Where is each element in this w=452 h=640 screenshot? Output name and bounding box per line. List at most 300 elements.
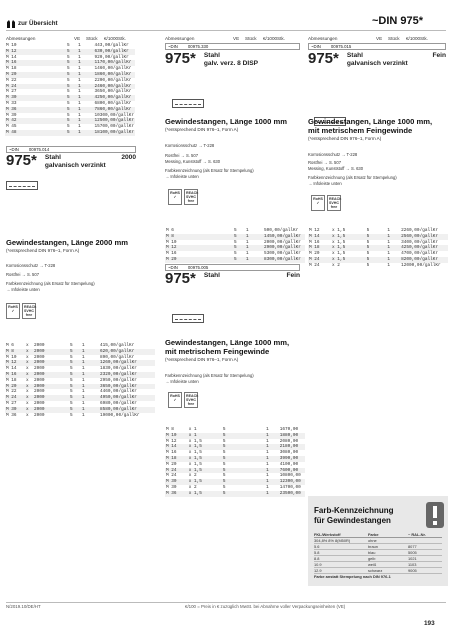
table-cell: M 20: [5, 72, 66, 78]
table-cell: 2000: [33, 360, 69, 366]
table-cell: 1170,00/gallKr: [93, 60, 135, 66]
table-cell: M 20: [5, 384, 25, 390]
table-cell: 5: [67, 66, 70, 72]
table-cell: M 20: [166, 461, 177, 467]
table-cell: 1: [265, 468, 279, 474]
table-cell: 5: [67, 124, 70, 130]
table-cell: 2000: [34, 377, 45, 383]
table-cell: 1: [387, 228, 390, 233]
table-cell: 5: [70, 400, 73, 406]
table-cell: 1: [386, 257, 400, 263]
rohs-badge: RoHS ✓: [168, 392, 182, 408]
table-cell: 1: [82, 412, 85, 418]
table-cell: M 10: [6, 354, 17, 360]
back-hands-icon: [6, 19, 16, 28]
info-row: 5.8 blau 5005: [314, 550, 442, 556]
table-cell: 5: [69, 407, 81, 413]
table-cell: 1: [246, 228, 249, 233]
table-cell: 2460,00/gallKr: [93, 84, 135, 90]
product-title: Gewindestangen, Länge 1000 mm,: [165, 338, 290, 347]
table-cell: 5: [66, 60, 77, 66]
badges: [311, 195, 341, 211]
table-cell: 8200,00/gallKr: [400, 257, 448, 263]
product-header: 975* Stahl galv. verz. 8 DISP: [165, 50, 258, 67]
badges: [168, 392, 198, 408]
table-cell: 415,00/gallKr: [100, 343, 135, 348]
table-col2-fine: [165, 427, 305, 497]
table-cell: M 30: [5, 95, 66, 101]
table-cell: x: [25, 372, 33, 378]
table-cell: M 18: [165, 456, 188, 462]
table-cell: 2200,00/gallKr: [94, 77, 132, 83]
table-cell: 5: [67, 89, 70, 95]
table-cell: 19000,00/gallKr: [100, 412, 140, 418]
table-cell: 5: [70, 354, 73, 360]
table-cell: x 1,5: [332, 239, 346, 245]
table-row: [165, 257, 305, 263]
col-header-ve: VE: [233, 36, 240, 41]
col-header-dim: Abmessungen: [308, 36, 338, 41]
table-col1: [5, 43, 135, 136]
product-header: 975* Stahl Fein: [165, 270, 300, 287]
table-cell: M 39: [6, 112, 17, 118]
table-cell: M 20: [165, 257, 233, 263]
table-cell: 1: [386, 245, 400, 251]
info-row: 304,8% 8% 8(M50R) ohne: [314, 538, 442, 544]
table-cell: M 16: [5, 60, 66, 66]
table-cell: 5: [67, 100, 70, 106]
table-cell: x: [26, 400, 29, 406]
link-corrosion[interactable]: Korrosionsschutz → T-228: [165, 143, 215, 148]
table-cell: 1: [77, 72, 93, 78]
table-cell: M 33: [6, 100, 17, 106]
table-cell: 1: [265, 456, 279, 462]
table-cell: 2000: [34, 400, 45, 406]
table-cell: 2900,00/gallKr: [263, 245, 305, 251]
link-infoleiste[interactable]: → Infoleiste unten: [165, 379, 199, 384]
table-cell: x 2: [188, 484, 197, 490]
table-cell: 5: [70, 412, 73, 418]
table-cell: 7860,00/gallKr: [93, 107, 135, 113]
table-cell: 10300,00/gallKr: [94, 112, 134, 118]
table-cell: M 18: [6, 377, 17, 383]
table-cell: M 16: [5, 372, 25, 378]
table-cell: M 36: [5, 107, 66, 113]
table-cell: M 14: [6, 54, 17, 60]
table-cell: 1: [265, 491, 279, 497]
table-cell: M 27: [6, 89, 17, 95]
table-cell: 5: [70, 366, 73, 372]
subtitle: (*entsprechend DIN 976–1, Form A): [165, 357, 239, 362]
table-cell: M 45: [6, 124, 17, 130]
link-rostfrei[interactable]: Rostfrei → S. 507: [6, 272, 40, 277]
table-cell: 1: [78, 100, 81, 106]
table-cell: x 1,5: [331, 257, 366, 263]
table-cell: 18100,00/gallKr: [94, 129, 134, 135]
link-corrosion[interactable]: Korrosionsschutz → T-228: [308, 152, 358, 157]
table-cell: M 18: [6, 66, 17, 72]
table-cell: M 20: [309, 251, 320, 257]
table-cell: 1: [81, 360, 99, 366]
table-cell: 5: [66, 107, 77, 113]
table-cell: 2000: [33, 384, 69, 390]
table-cell: M 16: [166, 450, 177, 456]
table-cell: 14700,00: [279, 484, 301, 490]
info-title: Farb-Kennzeichnung: [314, 506, 394, 515]
table-cell: 5: [222, 491, 265, 497]
table-cell: 1: [266, 461, 269, 467]
table-cell: 10800,00: [279, 473, 301, 479]
table-cell: 1: [81, 407, 99, 413]
table-cell: 1: [266, 473, 269, 479]
product-header: 975* Stahl 2000 galvanisch verzinkt: [6, 152, 136, 169]
table-cell: M 6: [6, 343, 14, 348]
table-cell: 1: [77, 60, 93, 66]
table-cell: M 24: [5, 395, 25, 401]
table-cell: 5: [234, 239, 237, 245]
table-cell: x 2: [188, 473, 197, 479]
link-infoleiste[interactable]: → Infoleiste unten: [165, 174, 199, 179]
table-row: [5, 130, 135, 136]
code-big: 975*: [6, 152, 37, 169]
table-cell: 5: [234, 251, 237, 257]
table-cell: 4250,00/gallKr: [93, 95, 135, 101]
table-cell: 3990,00: [279, 456, 305, 462]
table-cell: 5: [366, 228, 370, 233]
info-row: 10.9 weiß 1103: [314, 562, 442, 568]
table-cell: 15700,00/gallKr: [94, 124, 134, 130]
table-cell: x: [26, 354, 29, 360]
table-cell: 4460,00/gallKr: [100, 389, 137, 395]
table-cell: 8300,00/gallKr: [263, 257, 305, 263]
table-cell: 2000: [34, 354, 45, 360]
table-cell: 5: [222, 484, 226, 490]
rohs-badge: RoHS ✓: [311, 195, 325, 211]
table-cell: 2000: [34, 412, 45, 418]
table-col2: [165, 228, 305, 263]
table-cell: 3650,00/gallKr: [94, 89, 132, 95]
din-box: ~DIN 00975.014: [6, 146, 136, 153]
table-cell: 1: [265, 444, 279, 450]
table-cell: 5: [222, 444, 265, 450]
table-cell: 5: [366, 239, 370, 245]
table-cell: x 2: [332, 262, 340, 268]
table-cell: 1: [78, 77, 81, 83]
note-color: Farbkennzeichnung (als Ersatz für Stempelung): [308, 175, 397, 180]
table-cell: 1: [77, 49, 93, 55]
back-label: zur Übersicht: [18, 20, 58, 27]
table-cell: x 1,5: [331, 234, 366, 240]
table-cell: 1: [78, 54, 81, 60]
drawing-rod: [172, 99, 204, 108]
table-cell: 1: [387, 239, 390, 245]
note-color: Farbkennzeichnung (als Ersatz für Stempelung): [165, 373, 254, 378]
col-header-stk: Stück: [86, 36, 98, 41]
table-cell: 1: [265, 433, 279, 439]
table-cell: M 22: [6, 389, 17, 395]
table-cell: 5: [69, 384, 81, 390]
table-cell: x: [26, 412, 29, 418]
table-cell: 2950,00/gallKr: [100, 377, 137, 383]
table-cell: 5: [69, 349, 81, 355]
footer-note: €/100 = Preis in € zuzüglich MwSt. bei Abnahme voller Verpackungseinheiten (VE): [185, 604, 346, 609]
note-color: Farbkennzeichnung (als Ersatz für Stempelung): [6, 281, 95, 286]
table-cell: M 12: [309, 228, 320, 233]
table-cell: x: [25, 384, 33, 390]
table-cell: 1: [78, 112, 81, 118]
col-header-price: €/1000Stk.: [104, 36, 126, 41]
table-cell: x 1: [188, 433, 222, 439]
drawing-rod: [172, 314, 204, 323]
table-cell: 5: [66, 130, 77, 136]
table-cell: 443,00/gallKr: [94, 43, 129, 48]
table-cell: 1: [245, 234, 263, 240]
table-cell: 1260,00/gallKr: [99, 360, 155, 366]
din-box: ~DIN 00975.015: [308, 43, 446, 50]
table-cell: 1: [266, 438, 269, 444]
table-cell: M 16: [166, 251, 177, 257]
table-cell: M 10: [6, 43, 17, 48]
table-cell: 5: [222, 479, 265, 485]
table-cell: 1860,00/gallKr: [93, 72, 135, 78]
table-cell: M 8: [165, 234, 233, 240]
table-cell: 2260,00/gallKr: [401, 228, 439, 233]
table-cell: M 8: [5, 349, 25, 355]
table-cell: 1: [387, 251, 390, 257]
page-number: 193: [424, 620, 435, 627]
table-cell: 1: [82, 377, 85, 383]
table-cell: x: [25, 349, 33, 355]
table-cell: 5: [70, 343, 73, 348]
table-cell: 2000: [33, 349, 69, 355]
table-cell: M 27: [6, 400, 17, 406]
table-col1-2000: [5, 343, 155, 418]
table-cell: M 48: [5, 130, 66, 136]
table-cell: M 18: [308, 245, 331, 251]
table-cell: 5: [222, 427, 226, 432]
info-row: 12.9 schwarz 9005: [314, 568, 442, 574]
table-cell: 890,00/gallKr: [100, 354, 135, 360]
table-cell: 5: [70, 377, 73, 383]
table-cell: 1: [245, 257, 263, 263]
table-cell: 4250,00/gallKr: [400, 245, 448, 251]
reach-badge: REACh SVHC free: [186, 394, 199, 406]
table-cell: M 22: [6, 77, 17, 83]
table-cell: 1: [81, 372, 99, 378]
table-cell: M 24: [308, 257, 331, 263]
back-link[interactable]: [6, 19, 58, 28]
table-cell: 1: [386, 234, 400, 240]
table-cell: 1: [387, 262, 390, 268]
table-cell: 620,00/gallKr: [99, 349, 155, 355]
table-cell: 5: [222, 468, 265, 474]
product-title-2: mit metrischem Feingewinde: [165, 347, 270, 356]
table-cell: x 1,5: [188, 461, 202, 467]
table-cell: 5: [366, 234, 387, 240]
table-cell: 2560,00/gallKr: [400, 234, 448, 240]
table-cell: 5: [233, 234, 245, 240]
table-cell: 1: [78, 43, 81, 48]
table-cell: M 12: [5, 49, 66, 55]
table-cell: 1: [266, 450, 269, 456]
rohs-badge: RoHS ✓: [168, 189, 182, 205]
table-cell: 2080,00: [279, 438, 299, 444]
product-header: 975* Stahl Fein galvanisch verzinkt: [308, 50, 446, 67]
drawing-rod: [6, 181, 38, 190]
product-title: Gewindestangen, Länge 1000 mm,: [308, 117, 433, 126]
table-cell: 1: [78, 66, 81, 72]
table-cell: 5: [67, 54, 70, 60]
table-cell: 5: [69, 395, 81, 401]
table-cell: M 24: [166, 473, 177, 479]
link-rostfrei[interactable]: Rostfrei → S. 507: [165, 153, 199, 158]
table-cell: 3650,00/gallKr: [99, 384, 155, 390]
table-cell: x 1,5: [188, 468, 222, 474]
table-cell: 5: [66, 95, 77, 101]
table-cell: 7600,00: [279, 468, 305, 474]
table-cell: 2000,00/gallKr: [264, 239, 301, 245]
table-cell: 5: [366, 257, 387, 263]
table-cell: 1: [78, 89, 81, 95]
table-cell: x: [25, 395, 33, 401]
warning-icon: [426, 502, 444, 528]
table-cell: 5: [233, 257, 245, 263]
table-cell: M 14: [165, 444, 188, 450]
col-header-price: €/1000Stk.: [406, 36, 428, 41]
table-cell: x 1,5: [188, 444, 222, 450]
col-header-price: €/1000Stk.: [263, 36, 285, 41]
link-messing[interactable]: Messing, Kunststoff → S. 630: [308, 166, 364, 171]
table-cell: 1: [78, 124, 81, 130]
table-cell: 5: [222, 456, 265, 462]
table-cell: 5: [67, 43, 70, 48]
table-cell: x 1,5: [332, 251, 346, 257]
link-corrosion[interactable]: Korrosionsschutz → T-228: [6, 263, 56, 268]
subtitle: (*entsprechend DIN 976–1, Form A): [165, 127, 239, 132]
table-cell: 1: [82, 389, 85, 395]
table-cell: 1: [77, 95, 93, 101]
col-header-dim: Abmessungen: [6, 36, 36, 41]
table-cell: 2000: [33, 407, 69, 413]
table-cell: x 1,5: [188, 438, 202, 444]
table-cell: 5: [366, 262, 370, 268]
product-title-2: mit metrischem Feingewinde: [308, 126, 413, 135]
table-cell: 1460,00/gallKr: [94, 66, 132, 72]
table-row: [308, 263, 448, 269]
table-cell: 1: [77, 118, 93, 124]
info-note: Farbe anstatt Stempelung nach DIN 976-1: [314, 574, 391, 579]
table-cell: 23500,00: [279, 491, 305, 497]
table-cell: 5: [70, 389, 73, 395]
link-rostfrei[interactable]: Rostfrei → S. 507: [308, 160, 342, 165]
link-messing[interactable]: Messing, Kunststoff → S. 630: [165, 159, 221, 164]
subtitle: (*entsprechend DIN 976–1, Form A): [308, 136, 382, 141]
table-cell: 5: [222, 438, 226, 444]
table-cell: M 24: [309, 262, 320, 268]
table-cell: x 1,5: [188, 479, 222, 485]
table-cell: x 1,5: [332, 228, 346, 233]
table-cell: 1: [81, 384, 99, 390]
product-title: Gewindestangen, Länge 1000 mm: [165, 117, 287, 126]
table-cell: M 14: [308, 234, 331, 240]
table-cell: 12500,00/gallKr: [94, 118, 134, 124]
table-cell: 2000: [33, 372, 69, 378]
table-cell: 4700,00/gallKr: [401, 251, 439, 257]
table-col3: [308, 228, 448, 269]
reach-badge: REACh SVHC free: [329, 197, 342, 209]
table-cell: 1: [266, 427, 269, 432]
table-cell: x: [26, 366, 29, 372]
table-cell: M 10: [165, 433, 188, 439]
col-header-ve: VE: [74, 36, 81, 41]
table-row: [5, 413, 155, 419]
table-cell: 1450,00/gallKr: [263, 234, 305, 240]
table-cell: 4100,00: [279, 461, 299, 467]
table-cell: 5: [366, 245, 387, 251]
table-cell: 1: [81, 395, 99, 401]
footer-code: N/2019.10/DE/HT: [6, 604, 41, 609]
table-cell: 1: [82, 366, 85, 372]
table-cell: x 1: [188, 427, 197, 432]
table-cell: 6980,00/gallKr: [100, 400, 137, 406]
table-cell: 5: [69, 360, 81, 366]
table-cell: 920,00/gallKr: [94, 54, 129, 60]
table-cell: 2000: [34, 366, 45, 372]
note-color: Farbkennzeichnung (als Ersatz für Stempelung): [165, 168, 254, 173]
table-cell: M 10: [166, 239, 177, 245]
din-box: ~DIN 00975.330: [165, 43, 300, 50]
info-row: 5.6 braun 8077: [314, 544, 442, 550]
table-cell: 1: [82, 343, 85, 348]
col-header-dim: Abmessungen: [165, 36, 195, 41]
link-infoleiste[interactable]: → Infoleiste unten: [308, 181, 342, 186]
table-cell: 5: [66, 84, 77, 90]
table-cell: 1: [82, 400, 85, 406]
table-cell: x: [25, 360, 33, 366]
table-cell: 1: [266, 484, 269, 490]
table-cell: x 1,5: [331, 245, 366, 251]
table-cell: 5: [67, 112, 70, 118]
table-cell: 5: [234, 228, 237, 233]
table-cell: 5: [66, 49, 77, 55]
table-cell: 12000,00/gallKr: [401, 262, 441, 268]
table-cell: 2000: [34, 343, 45, 348]
table-cell: 5: [69, 372, 81, 378]
table-cell: 5: [67, 77, 70, 83]
table-cell: M 30: [165, 479, 188, 485]
table-cell: M 36: [6, 412, 17, 418]
table-cell: 5: [222, 450, 226, 456]
table-cell: 5: [222, 461, 226, 467]
table-cell: 5: [233, 245, 245, 251]
table-cell: 5: [222, 473, 226, 479]
table-cell: 1880,00: [279, 433, 305, 439]
col-header-ve: VE: [376, 36, 383, 41]
badges: [6, 303, 36, 319]
table-cell: 2320,00/gallKr: [99, 372, 155, 378]
table-cell: M 12: [165, 245, 233, 251]
table-cell: 2180,00: [279, 444, 305, 450]
link-infoleiste[interactable]: → Infoleiste unten: [6, 287, 40, 292]
din-box: ~DIN 00975.005: [165, 264, 300, 271]
table-cell: x 1,5: [188, 491, 222, 497]
table-cell: 1: [245, 245, 263, 251]
col-header-stk: Stück: [388, 36, 400, 41]
table-cell: M 14: [6, 366, 17, 372]
reach-badge: REACh SVHC free: [24, 305, 37, 317]
table-cell: M 6: [166, 228, 174, 233]
table-cell: M 24: [165, 468, 188, 474]
